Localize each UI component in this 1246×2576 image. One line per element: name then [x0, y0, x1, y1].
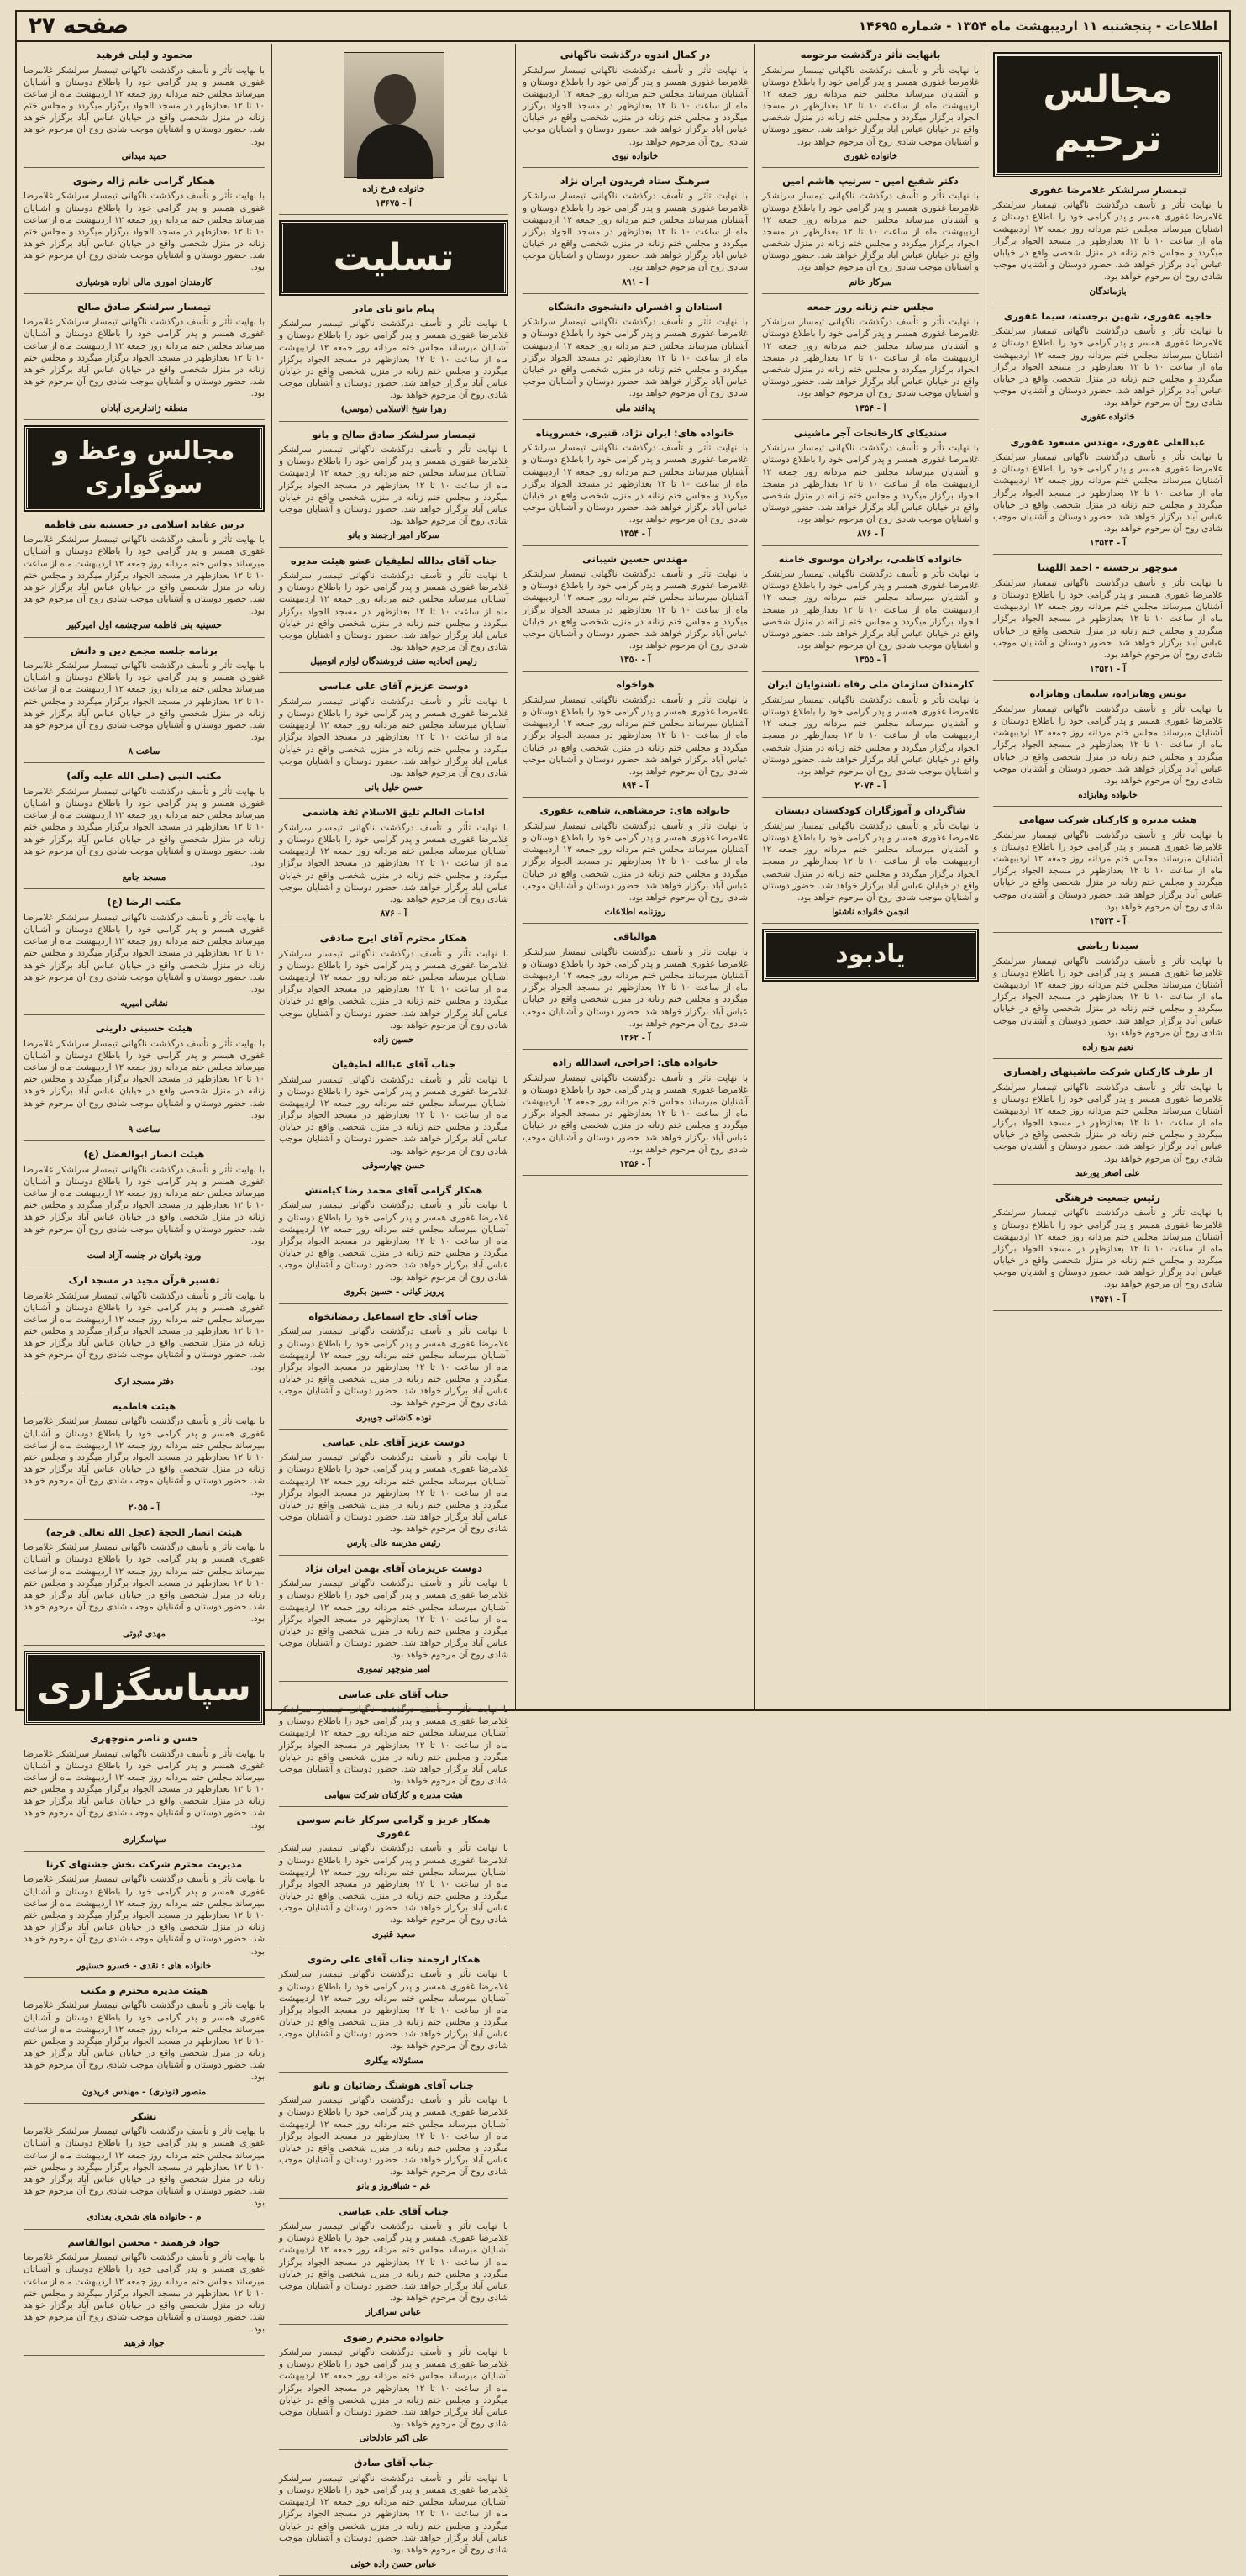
notice-signature: علی اکبر عادلخانی: [359, 2433, 428, 2444]
notice-title: جناب آقای عبالله لطیفیان: [331, 1058, 456, 1071]
notice: [993, 1192, 1222, 1311]
notice: [993, 940, 1222, 1059]
notice-body: با نهایت تأثر و تأسف درگذشت ناگهانی تیمسار سرلشکر غلامرضا غفوری همسر و پدر گرامی خود را باطلاع دوستان و آشنایان میرساند مجلس ختم مردانه روز جمعه ۱۲ اردیبهشت ماه از ساعت ۱۰ تا ۱۲ بعدازظهر در مسجد الجواد برگزار میگردد و مجلس ختم زنانه در منزل شخصی واقع در خیابان عباس آباد برگزار خواهد شد. حضور دوستان و آشنایان موجب شادی روح آن مرحوم خواهد بود.: [279, 2221, 508, 2304]
notice-signature: آ - ۱۳۵۲۳: [1090, 538, 1126, 549]
page-number: صفحه ۲۷: [29, 13, 129, 39]
notice-body: با نهایت تأثر و تأسف درگذشت ناگهانی تیمسار سرلشکر غلامرضا غفوری همسر و پدر گرامی خود را باطلاع دوستان و آشنایان میرساند مجلس ختم مردانه روز جمعه ۱۲ اردیبهشت ماه از ساعت ۱۰ تا ۱۲ بعدازظهر در مسجد الجواد برگزار میگردد و مجلس ختم زنانه در منزل شخصی واقع در خیابان عباس آباد برگزار خواهد شد. حضور دوستان و آشنایان موجب شادی روح آن مرحوم خواهد بود.: [523, 820, 748, 903]
notice-title: در کمال اندوه درگذشت ناگهانی: [560, 49, 711, 61]
notice-title: برنامه جلسه مجمع دین و دانش: [71, 644, 218, 656]
notice: [762, 427, 979, 546]
notice: [993, 561, 1222, 681]
notice-title: درس عقاید اسلامی در حسینیه بنی فاطمه: [44, 518, 244, 530]
notice-signature: آ - ۱۳۵۲۳: [1090, 915, 1126, 926]
notice-signature: حسینیه بنی فاطمه سرچشمه اول امیرکبیر: [66, 620, 222, 631]
notice-signature: روزنامه اطلاعات: [604, 907, 666, 918]
notice-body: با نهایت تأثر و تأسف درگذشت ناگهانی تیمسار سرلشکر غلامرضا غفوری همسر و پدر گرامی خود را باطلاع دوستان و آشنایان میرساند مجلس ختم مردانه روز جمعه ۱۲ اردیبهشت ماه از ساعت ۱۰ تا ۱۲ بعدازظهر در مسجد الجواد برگزار میگردد و مجلس ختم زنانه در منزل شخصی واقع در خیابان عباس آباد برگزار خواهد شد. حضور دوستان و آشنایان موجب شادی روح آن مرحوم خواهد بود.: [279, 571, 508, 653]
notice-signature: آ - ۱۳۵۶: [619, 1158, 651, 1169]
notice-signature: نعیم بدیع زاده: [1082, 1041, 1133, 1052]
notice-title: مکتب الرضا (ع): [107, 896, 181, 909]
notice-body: با نهایت تأثر و تأسف درگذشت ناگهانی تیمسار سرلشکر غلامرضا غفوری همسر و پدر گرامی خود را باطلاع دوستان و آشنایان میرساند مجلس ختم مردانه روز جمعه ۱۲ اردیبهشت ماه از ساعت ۱۰ تا ۱۲ بعدازظهر در مسجد الجواد برگزار میگردد و مجلس ختم زنانه در منزل شخصی واقع در خیابان عباس آباد برگزار خواهد شد. حضور دوستان و آشنایان موجب شادی روح آن مرحوم خواهد بود.: [523, 317, 748, 399]
notice: [523, 804, 748, 924]
notice: [279, 1953, 508, 2073]
notice-body: با نهایت تأثر و تأسف درگذشت ناگهانی تیمسار سرلشکر غلامرضا غفوری همسر و پدر گرامی خود را باطلاع دوستان و آشنایان میرساند مجلس ختم مردانه روز جمعه ۱۲ اردیبهشت ماه از ساعت ۱۰ تا ۱۲ بعدازظهر در مسجد الجواد برگزار میگردد و مجلس ختم زنانه در منزل شخصی واقع در خیابان عباس آباد برگزار خواهد شد. حضور دوستان و آشنایان موجب شادی روح آن مرحوم خواهد بود.: [24, 661, 265, 743]
notice: [279, 1562, 508, 1682]
notice-title: استادان و افسران دانشجوی دانشگاه: [548, 300, 723, 313]
notice: [523, 427, 748, 546]
notice-signature: حسن خلیل بانی: [364, 782, 423, 793]
issue-line: اطلاعات - پنجشنبه ۱۱ اردیبهشت ماه ۱۳۵۴ - شماره ۱۴۶۹۵: [859, 18, 1217, 34]
notice-body: با نهایت تأثر و تأسف درگذشت ناگهانی تیمسار سرلشکر غلامرضا غفوری همسر و پدر گرامی خود را باطلاع دوستان و آشنایان میرساند مجلس ختم مردانه روز جمعه ۱۲ اردیبهشت ماه از ساعت ۱۰ تا ۱۲ بعدازظهر در مسجد الجواد برگزار میگردد و مجلس ختم زنانه در منزل شخصی واقع در خیابان عباس آباد برگزار خواهد شد. حضور دوستان و آشنایان موجب شادی روح آن مرحوم خواهد بود.: [762, 65, 979, 147]
notice: [523, 301, 748, 420]
notice-title: جناب آقای صادق: [354, 2457, 434, 2469]
notice-body: با نهایت تأثر و تأسف درگذشت ناگهانی تیمسار سرلشکر غلامرضا غفوری همسر و پدر گرامی خود را باطلاع دوستان و آشنایان میرساند مجلس ختم مردانه روز جمعه ۱۲ اردیبهشت ماه از ساعت ۱۰ تا ۱۲ بعدازظهر در مسجد الجواد برگزار میگردد و مجلس ختم زنانه در منزل شخصی واقع در خیابان عباس آباد برگزار خواهد شد. حضور دوستان و آشنایان موجب شادی روح آن مرحوم خواهد بود.: [279, 319, 508, 401]
notice-title: تیمسار سرلشکر غلامرضا غفوری: [1029, 183, 1186, 196]
notice-body: با نهایت تأثر و تأسف درگذشت ناگهانی تیمسار سرلشکر غلامرضا غفوری همسر و پدر گرامی خود را باطلاع دوستان و آشنایان میرساند مجلس ختم مردانه روز جمعه ۱۲ اردیبهشت ماه از ساعت ۱۰ تا ۱۲ بعدازظهر در مسجد الجواد برگزار میگردد و مجلس ختم زنانه در منزل شخصی واقع در خیابان عباس آباد برگزار خواهد شد. حضور دوستان و آشنایان موجب شادی روح آن مرحوم خواهد بود.: [279, 2473, 508, 2555]
notice: [24, 770, 265, 889]
notice-signature: جواد فرهید: [124, 2338, 165, 2349]
portrait-photo: [344, 52, 444, 178]
notice-body: با نهایت تأثر و تأسف درگذشت ناگهانی تیمسار سرلشکر غلامرضا غفوری همسر و پدر گرامی خود را باطلاع دوستان و آشنایان میرساند مجلس ختم مردانه روز جمعه ۱۲ اردیبهشت ماه از ساعت ۱۰ تا ۱۲ بعدازظهر در مسجد الجواد برگزار میگردد و مجلس ختم زنانه در منزل شخصی واقع در خیابان عباس آباد برگزار خواهد شد. حضور دوستان و آشنایان موجب شادی روح آن مرحوم خواهد بود.: [24, 912, 265, 994]
notice-title: همکار ارجمند جناب آقای علی رضوی: [307, 1952, 481, 1965]
notice-body: با نهایت تأثر و تأسف درگذشت ناگهانی تیمسار سرلشکر غلامرضا غفوری همسر و پدر گرامی خود را باطلاع دوستان و آشنایان میرساند مجلس ختم مردانه روز جمعه ۱۲ اردیبهشت ماه از ساعت ۱۰ تا ۱۲ بعدازظهر در مسجد الجواد برگزار میگردد و مجلس ختم زنانه در منزل شخصی واقع در خیابان عباس آباد برگزار خواهد شد. حضور دوستان و آشنایان موجب شادی روح آن مرحوم خواهد بود.: [279, 1969, 508, 2052]
notice: [993, 687, 1222, 807]
notice-title: جناب آقای بدالله لطیفیان عضو هیئت مدیره: [290, 554, 497, 566]
notice: [279, 806, 508, 925]
banner-sepasgozari: سپاسگزاری: [25, 1652, 263, 1724]
notice-body: با نهایت تأثر و تأسف درگذشت ناگهانی تیمسار سرلشکر غلامرضا غفوری همسر و پدر گرامی خود را باطلاع دوستان و آشنایان میرساند مجلس ختم مردانه روز جمعه ۱۲ اردیبهشت ماه از ساعت ۱۰ تا ۱۲ بعدازظهر در مسجد الجواد برگزار میگردد و مجلس ختم زنانه در منزل شخصی واقع در خیابان عباس آباد برگزار خواهد شد. حضور دوستان و آشنایان موجب شادی روح آن مرحوم خواهد بود.: [762, 443, 979, 525]
notice-title: جناب آقای هوشنگ رضائیان و بانو: [313, 2078, 474, 2091]
notice: [762, 553, 979, 672]
notice-title: محمود و لیلی فرهید: [96, 49, 192, 61]
notice-body: با نهایت تأثر و تأسف درگذشت ناگهانی تیمسار سرلشکر غلامرضا غفوری همسر و پدر گرامی خود را باطلاع دوستان و آشنایان میرساند مجلس ختم مردانه روز جمعه ۱۲ اردیبهشت ماه از ساعت ۱۰ تا ۱۲ بعدازظهر در مسجد الجواد برگزار میگردد و مجلس ختم زنانه در منزل شخصی واقع در خیابان عباس آباد برگزار خواهد شد. حضور دوستان و آشنایان موجب شادی روح آن مرحوم خواهد بود.: [279, 1074, 508, 1156]
notice-body: با نهایت تأثر و تأسف درگذشت ناگهانی تیمسار سرلشکر غلامرضا غفوری همسر و پدر گرامی خود را باطلاع دوستان و آشنایان میرساند مجلس ختم مردانه روز جمعه ۱۲ اردیبهشت ماه از ساعت ۱۰ تا ۱۲ بعدازظهر در مسجد الجواد برگزار میگردد و مجلس ختم زنانه در منزل شخصی واقع در خیابان عباس آباد برگزار خواهد شد. حضور دوستان و آشنایان موجب شادی روح آن مرحوم خواهد بود.: [993, 326, 1222, 408]
notice-body: با نهایت تأثر و تأسف درگذشت ناگهانی تیمسار سرلشکر غلامرضا غفوری همسر و پدر گرامی خود را باطلاع دوستان و آشنایان میرساند مجلس ختم مردانه روز جمعه ۱۲ اردیبهشت ماه از ساعت ۱۰ تا ۱۲ بعدازظهر در مسجد الجواد برگزار میگردد و مجلس ختم زنانه در منزل شخصی واقع در خیابان عباس آباد برگزار خواهد شد. حضور دوستان و آشنایان موجب شادی روح آن مرحوم خواهد بود.: [24, 65, 265, 147]
notice-signature: خانواده غفوری: [1080, 412, 1135, 423]
notice-signature: منصور (نوذری) - مهندس فریدون: [81, 2086, 207, 2097]
notice-title: دوست عزیزمان آقای بهمن ایران نژاد: [304, 1562, 483, 1574]
notice-signature: نشانی امیریه: [120, 998, 168, 1009]
col5-notices-c: [24, 1732, 265, 2355]
notice-body: با نهایت تأثر و تأسف درگذشت ناگهانی تیمسار سرلشکر غلامرضا غفوری همسر و پدر گرامی خود را باطلاع دوستان و آشنایان میرساند مجلس ختم مردانه روز جمعه ۱۲ اردیبهشت ماه از ساعت ۱۰ تا ۱۲ بعدازظهر در مسجد الجواد برگزار میگردد و مجلس ختم زنانه در منزل شخصی واقع در خیابان عباس آباد برگزار خواهد شد. حضور دوستان و آشنایان موجب شادی روح آن مرحوم خواهد بود.: [24, 535, 265, 617]
col4-notices: [279, 303, 508, 2576]
notice-body: با نهایت تأثر و تأسف درگذشت ناگهانی تیمسار سرلشکر غلامرضا غفوری همسر و پدر گرامی خود را باطلاع دوستان و آشنایان میرساند مجلس ختم مردانه روز جمعه ۱۲ اردیبهشت ماه از ساعت ۱۰ تا ۱۲ بعدازظهر در مسجد الجواد برگزار میگردد و مجلس ختم زنانه در منزل شخصی واقع در خیابان عباس آباد برگزار خواهد شد. حضور دوستان و آشنایان موجب شادی روح آن مرحوم خواهد بود.: [24, 786, 265, 868]
notice-title: جناب آقای حاج اسماعیل رمضانخواه: [308, 1309, 479, 1322]
column-5: [17, 44, 271, 2349]
notice-signature: عباس حسن زاده خوئی: [350, 2559, 437, 2570]
notice-title: رئیس جمعیت فرهنگی: [1055, 1191, 1160, 1204]
notice: [24, 1022, 265, 1141]
notice-title: سرهنگ ستاد فریدون ایران نژاد: [560, 174, 711, 187]
notice-body: با نهایت تأثر و تأسف درگذشت ناگهانی تیمسار سرلشکر غلامرضا غفوری همسر و پدر گرامی خود را باطلاع دوستان و آشنایان میرساند مجلس ختم مردانه روز جمعه ۱۲ اردیبهشت ماه از ساعت ۱۰ تا ۱۲ بعدازظهر در مسجد الجواد برگزار میگردد و مجلس ختم زنانه در منزل شخصی واقع در خیابان عباس آباد برگزار خواهد شد. حضور دوستان و آشنایان موجب شادی روح آن مرحوم خواهد بود.: [523, 1072, 748, 1155]
notice-signature: مسئولانه بیگلری: [363, 2055, 424, 2066]
notice: [24, 1732, 265, 1852]
notice-title: خانواده محترم رضوی: [343, 2331, 444, 2343]
notice-signature: زهرا شیخ الاسلامی (موسی): [340, 404, 447, 415]
notice-title: سندیکای کارخانجات آجر ماشینی: [793, 426, 948, 439]
notice: [24, 1858, 265, 1978]
notice: [279, 303, 508, 422]
notice-title: خانواده های: ایران نژاد، قنبری، خسروپناه: [535, 426, 735, 439]
col2-notices: [762, 49, 979, 924]
notice: [523, 175, 748, 294]
notice-body: با نهایت تأثر و تأسف درگذشت ناگهانی تیمسار سرلشکر غلامرضا غفوری همسر و پدر گرامی خود را باطلاع دوستان و آشنایان میرساند مجلس ختم مردانه روز جمعه ۱۲ اردیبهشت ماه از ساعت ۱۰ تا ۱۲ بعدازظهر در مسجد الجواد برگزار میگردد و مجلس ختم زنانه در منزل شخصی واقع در خیابان عباس آباد برگزار خواهد شد. حضور دوستان و آشنایان موجب شادی روح آن مرحوم خواهد بود.: [24, 1164, 265, 1246]
notice-title: تیمسار سرلشکر صادق صالح: [76, 300, 212, 313]
portrait-body: [357, 124, 433, 179]
notice-body: با نهایت تأثر و تأسف درگذشت ناگهانی تیمسار سرلشکر غلامرضا غفوری همسر و پدر گرامی خود را باطلاع دوستان و آشنایان میرساند مجلس ختم مردانه روز جمعه ۱۲ اردیبهشت ماه از ساعت ۱۰ تا ۱۲ بعدازظهر در مسجد الجواد برگزار میگردد و مجلس ختم زنانه در منزل شخصی واقع در خیابان عباس آباد برگزار خواهد شد. حضور دوستان و آشنایان موجب شادی روح آن مرحوم خواهد بود.: [993, 200, 1222, 282]
notice-title: یونس وهابزاده، سلیمان وهابزاده: [1029, 687, 1186, 700]
notice-title: تشکر: [131, 2110, 157, 2122]
notice-signature: دفتر مسجد ارک: [114, 1376, 174, 1387]
notice-title: همکار محترم آقای ایرج صادقی: [319, 932, 468, 945]
col5-notices-b: [24, 519, 265, 1646]
notice-title: شاگردان و آموزگاران کودکستان دبستان: [775, 804, 966, 817]
notice-title: خانواده های: خرمشاهی، شاهی، غفوری: [539, 804, 731, 817]
notice-title: خانواده کاظمی، برادران موسوی خامنه: [778, 552, 963, 565]
notice: [993, 310, 1222, 429]
notice-signature: کارمندان اموری مالی اداره هوشیاری: [76, 277, 213, 287]
notice-title: منوچهر برجسته - احمد اللهنیا: [1038, 561, 1178, 574]
portrait-code: آ - ۱۳۶۷۵: [376, 198, 412, 209]
notice-signature: م - خانواده های شجری بغدادی: [87, 2212, 202, 2223]
notice: [279, 932, 508, 1051]
notice-body: با نهایت تأثر و تأسف درگذشت ناگهانی تیمسار سرلشکر غلامرضا غفوری همسر و پدر گرامی خود را باطلاع دوستان و آشنایان میرساند مجلس ختم مردانه روز جمعه ۱۲ اردیبهشت ماه از ساعت ۱۰ تا ۱۲ بعدازظهر در مسجد الجواد برگزار میگردد و مجلس ختم زنانه در منزل شخصی واقع در خیابان عباس آباد برگزار خواهد شد. حضور دوستان و آشنایان موجب شادی روح آن مرحوم خواهد بود.: [523, 694, 748, 777]
notice-body: با نهایت تأثر و تأسف درگذشت ناگهانی تیمسار سرلشکر غلامرضا غفوری همسر و پدر گرامی خود را باطلاع دوستان و آشنایان میرساند مجلس ختم مردانه روز جمعه ۱۲ اردیبهشت ماه از ساعت ۱۰ تا ۱۲ بعدازظهر در مسجد الجواد برگزار میگردد و مجلس ختم زنانه در منزل شخصی واقع در خیابان عباس آباد برگزار خواهد شد. حضور دوستان و آشنایان موجب شادی روح آن مرحوم خواهد بود.: [762, 694, 979, 777]
notice-title: دوست عزیزم آقای علی عباسی: [318, 680, 469, 693]
notice-signature: حسن چهارسوقی: [361, 1160, 426, 1171]
column-1: [986, 44, 1229, 1711]
notice-title: تفسیر قرآن مجید در مسجد ارک: [68, 1274, 220, 1287]
notice: [24, 896, 265, 1015]
notice: [762, 175, 979, 294]
notice-body: با نهایت تأثر و تأسف درگذشت ناگهانی تیمسار سرلشکر غلامرضا غفوری همسر و پدر گرامی خود را باطلاع دوستان و آشنایان میرساند مجلس ختم مردانه روز جمعه ۱۲ اردیبهشت ماه از ساعت ۱۰ تا ۱۲ بعدازظهر در مسجد الجواد برگزار میگردد و مجلس ختم زنانه در منزل شخصی واقع در خیابان عباس آباد برگزار خواهد شد. حضور دوستان و آشنایان موجب شادی روح آن مرحوم خواهد بود.: [24, 1874, 265, 1957]
notice: [993, 436, 1222, 556]
notice-title: از طرف کارکنان شرکت ماشینهای راهسازی: [1003, 1066, 1212, 1078]
notice-title: همکار گرامی خانم ژاله رضوی: [72, 174, 216, 187]
notice-body: با نهایت تأثر و تأسف درگذشت ناگهانی تیمسار سرلشکر غلامرضا غفوری همسر و پدر گرامی خود را باطلاع دوستان و آشنایان میرساند مجلس ختم مردانه روز جمعه ۱۲ اردیبهشت ماه از ساعت ۱۰ تا ۱۲ بعدازظهر در مسجد الجواد برگزار میگردد و مجلس ختم زنانه در منزل شخصی واقع در خیابان عباس آباد برگزار خواهد شد. حضور دوستان و آشنایان موجب شادی روح آن مرحوم خواهد بود.: [24, 1290, 265, 1372]
notice-body: با نهایت تأثر و تأسف درگذشت ناگهانی تیمسار سرلشکر غلامرضا غفوری همسر و پدر گرامی خود را باطلاع دوستان و آشنایان میرساند مجلس ختم مردانه روز جمعه ۱۲ اردیبهشت ماه از ساعت ۱۰ تا ۱۲ بعدازظهر در مسجد الجواد برگزار میگردد و مجلس ختم زنانه در منزل شخصی واقع در خیابان عباس آباد برگزار خواهد شد. حضور دوستان و آشنایان موجب شادی روح آن مرحوم خواهد بود.: [523, 191, 748, 273]
notice: [279, 1058, 508, 1177]
notice-body: با نهایت تأثر و تأسف درگذشت ناگهانی تیمسار سرلشکر غلامرضا غفوری همسر و پدر گرامی خود را باطلاع دوستان و آشنایان میرساند مجلس ختم مردانه روز جمعه ۱۲ اردیبهشت ماه از ساعت ۱۰ تا ۱۲ بعدازظهر در مسجد الجواد برگزار میگردد و مجلس ختم زنانه در منزل شخصی واقع در خیابان عباس آباد برگزار خواهد شد. حضور دوستان و آشنایان موجب شادی روح آن مرحوم خواهد بود.: [993, 1208, 1222, 1290]
notice-body: با نهایت تأثر و تأسف درگذشت ناگهانی تیمسار سرلشکر غلامرضا غفوری همسر و پدر گرامی خود را باطلاع دوستان و آشنایان میرساند مجلس ختم مردانه روز جمعه ۱۲ اردیبهشت ماه از ساعت ۱۰ تا ۱۲ بعدازظهر در مسجد الجواد برگزار میگردد و مجلس ختم زنانه در منزل شخصی واقع در خیابان عباس آباد برگزار خواهد شد. حضور دوستان و آشنایان موجب شادی روح آن مرحوم خواهد بود.: [24, 191, 265, 273]
notice-title: هواخواه: [616, 678, 655, 691]
notice-signature: بازماندگان: [1089, 286, 1127, 297]
notice-title: تیمسار سرلشکر صادق صالح و بانو: [312, 428, 476, 440]
notice-signature: آ - ۲۰۵۵: [128, 1502, 160, 1513]
notice-signature: پدافند ملی: [615, 403, 655, 414]
notice-title: هیئت مدیره محترم و مکتب: [80, 1983, 208, 1996]
notice-body: با نهایت تأثر و تأسف درگذشت ناگهانی تیمسار سرلشکر غلامرضا غفوری همسر و پدر گرامی خود را باطلاع دوستان و آشنایان میرساند مجلس ختم مردانه روز جمعه ۱۲ اردیبهشت ماه از ساعت ۱۰ تا ۱۲ بعدازظهر در مسجد الجواد برگزار میگردد و مجلس ختم زنانه در منزل شخصی واقع در خیابان عباس آباد برگزار خواهد شد. حضور دوستان و آشنایان موجب شادی روح آن مرحوم خواهد بود.: [279, 2095, 508, 2178]
notice-title: دکتر شفیع امین - سرتیپ هاشم امین: [782, 174, 959, 187]
notice: [279, 1688, 508, 1808]
banner-majales-tarhim: مجالس ترحیم: [995, 54, 1221, 176]
notice: [279, 680, 508, 799]
notice-body: با نهایت تأثر و تأسف درگذشت ناگهانی تیمسار سرلشکر غلامرضا غفوری همسر و پدر گرامی خود را باطلاع دوستان و آشنایان میرساند مجلس ختم مردانه روز جمعه ۱۲ اردیبهشت ماه از ساعت ۱۰ تا ۱۲ بعدازظهر در مسجد الجواد برگزار میگردد و مجلس ختم زنانه در منزل شخصی واقع در خیابان عباس آباد برگزار خواهد شد. حضور دوستان و آشنایان موجب شادی روح آن مرحوم خواهد بود.: [993, 452, 1222, 535]
notice-signature: آ - ۱۳۵۰: [619, 655, 651, 666]
notice: [24, 645, 265, 764]
notice-signature: آ - ۱۳۵۲۱: [1090, 664, 1126, 675]
page-header: [17, 12, 1229, 42]
notice-title: کارمندان سازمان ملی رفاه ناشنوایان ایران: [767, 678, 974, 691]
notice-body: با نهایت تأثر و تأسف درگذشت ناگهانی تیمسار سرلشکر غلامرضا غفوری همسر و پدر گرامی خود را باطلاع دوستان و آشنایان میرساند مجلس ختم مردانه روز جمعه ۱۲ اردیبهشت ماه از ساعت ۱۰ تا ۱۲ بعدازظهر در مسجد الجواد برگزار میگردد و مجلس ختم زنانه در منزل شخصی واقع در خیابان عباس آباد برگزار خواهد شد. حضور دوستان و آشنایان موجب شادی روح آن مرحوم خواهد بود.: [993, 956, 1222, 1038]
notice-signature: آ - ۸۷۶: [380, 909, 407, 919]
notice-signature: خانواده های : نقدی - خسرو حسنپور: [76, 1960, 212, 1971]
notice: [279, 2079, 508, 2199]
notice-title: پیام بانو تای مادر: [352, 302, 435, 314]
notice: [523, 930, 748, 1050]
notice-body: با نهایت تأثر و تأسف درگذشت ناگهانی تیمسار سرلشکر غلامرضا غفوری همسر و پدر گرامی خود را باطلاع دوستان و آشنایان میرساند مجلس ختم مردانه روز جمعه ۱۲ اردیبهشت ماه از ساعت ۱۰ تا ۱۲ بعدازظهر در مسجد الجواد برگزار میگردد و مجلس ختم زنانه در منزل شخصی واقع در خیابان عباس آباد برگزار خواهد شد. حضور دوستان و آشنایان موجب شادی روح آن مرحوم خواهد بود.: [279, 1843, 508, 1925]
notice-body: با نهایت تأثر و تأسف درگذشت ناگهانی تیمسار سرلشکر غلامرضا غفوری همسر و پدر گرامی خود را باطلاع دوستان و آشنایان میرساند مجلس ختم مردانه روز جمعه ۱۲ اردیبهشت ماه از ساعت ۱۰ تا ۱۲ بعدازظهر در مسجد الجواد برگزار میگردد و مجلس ختم زنانه در منزل شخصی واقع در خیابان عباس آباد برگزار خواهد شد. حضور دوستان و آشنایان موجب شادی روح آن مرحوم خواهد بود.: [24, 317, 265, 399]
notice-signature: مسجد جامع: [122, 872, 166, 883]
col5-notices-a: [24, 49, 265, 420]
notice: [762, 804, 979, 924]
notice-body: با نهایت تأثر و تأسف درگذشت ناگهانی تیمسار سرلشکر غلامرضا غفوری همسر و پدر گرامی خود را باطلاع دوستان و آشنایان میرساند مجلس ختم مردانه روز جمعه ۱۲ اردیبهشت ماه از ساعت ۱۰ تا ۱۲ بعدازظهر در مسجد الجواد برگزار میگردد و مجلس ختم زنانه در منزل شخصی واقع در خیابان عباس آباد برگزار خواهد شد. حضور دوستان و آشنایان موجب شادی روح آن مرحوم خواهد بود.: [993, 703, 1222, 786]
notice-signature: سرکار امیر ارجمند و بانو: [348, 530, 439, 541]
portrait-caption: خانواده فرخ زاده: [362, 184, 425, 194]
notice-body: با نهایت تأثر و تأسف درگذشت ناگهانی تیمسار سرلشکر غلامرضا غفوری همسر و پدر گرامی خود را باطلاع دوستان و آشنایان میرساند مجلس ختم مردانه روز جمعه ۱۲ اردیبهشت ماه از ساعت ۱۰ تا ۱۲ بعدازظهر در مسجد الجواد برگزار میگردد و مجلس ختم زنانه در منزل شخصی واقع در خیابان عباس آباد برگزار خواهد شد. حضور دوستان و آشنایان موجب شادی روح آن مرحوم خواهد بود.: [762, 569, 979, 651]
notice-title: هیئت مدیره و کارکنان شرکت سهامی: [1018, 814, 1197, 826]
notice: [762, 301, 979, 420]
notice-title: هیئت انصار ابوالفضل (ع): [83, 1148, 205, 1161]
notice-body: با نهایت تأثر و تأسف درگذشت ناگهانی تیمسار سرلشکر غلامرضا غفوری همسر و پدر گرامی خود را باطلاع دوستان و آشنایان میرساند مجلس ختم مردانه روز جمعه ۱۲ اردیبهشت ماه از ساعت ۱۰ تا ۱۲ بعدازظهر در مسجد الجواد برگزار میگردد و مجلس ختم زنانه در منزل شخصی واقع در خیابان عباس آباد برگزار خواهد شد. حضور دوستان و آشنایان موجب شادی روح آن مرحوم خواهد بود.: [24, 1038, 265, 1120]
notice-body: با نهایت تأثر و تأسف درگذشت ناگهانی تیمسار سرلشکر غلامرضا غفوری همسر و پدر گرامی خود را باطلاع دوستان و آشنایان میرساند مجلس ختم مردانه روز جمعه ۱۲ اردیبهشت ماه از ساعت ۱۰ تا ۱۲ بعدازظهر در مسجد الجواد برگزار میگردد و مجلس ختم زنانه در منزل شخصی واقع در خیابان عباس آباد برگزار خواهد شد. حضور دوستان و آشنایان موجب شادی روح آن مرحوم خواهد بود.: [24, 1416, 265, 1499]
notice: [523, 678, 748, 798]
notice-body: با نهایت تأثر و تأسف درگذشت ناگهانی تیمسار سرلشکر غلامرضا غفوری همسر و پدر گرامی خود را باطلاع دوستان و آشنایان میرساند مجلس ختم مردانه روز جمعه ۱۲ اردیبهشت ماه از ساعت ۱۰ تا ۱۲ بعدازظهر در مسجد الجواد برگزار میگردد و مجلس ختم زنانه در منزل شخصی واقع در خیابان عباس آباد برگزار خواهد شد. حضور دوستان و آشنایان موجب شادی روح آن مرحوم خواهد بود.: [279, 1326, 508, 1409]
notice-title: جناب آقای علی عباسی: [338, 1688, 450, 1700]
notice-signature: پرویز کیانی - حسین بکروی: [343, 1286, 444, 1297]
notice: [279, 1814, 508, 1946]
notice-body: با نهایت تأثر و تأسف درگذشت ناگهانی تیمسار سرلشکر غلامرضا غفوری همسر و پدر گرامی خود را باطلاع دوستان و آشنایان میرساند مجلس ختم مردانه روز جمعه ۱۲ اردیبهشت ماه از ساعت ۱۰ تا ۱۲ بعدازظهر در مسجد الجواد برگزار میگردد و مجلس ختم زنانه در منزل شخصی واقع در خیابان عباس آباد برگزار خواهد شد. حضور دوستان و آشنایان موجب شادی روح آن مرحوم خواهد بود.: [762, 317, 979, 399]
notice: [279, 2331, 508, 2451]
portrait-head: [374, 74, 416, 124]
notice: [993, 1066, 1222, 1185]
notice-title: مدیریت محترم شرکت بخش جشنهای کرنا: [45, 1857, 243, 1870]
notice-body: با نهایت تأثر و تأسف درگذشت ناگهانی تیمسار سرلشکر غلامرضا غفوری همسر و پدر گرامی خود را باطلاع دوستان و آشنایان میرساند مجلس ختم مردانه روز جمعه ۱۲ اردیبهشت ماه از ساعت ۱۰ تا ۱۲ بعدازظهر در مسجد الجواد برگزار میگردد و مجلس ختم زنانه در منزل شخصی واقع در خیابان عباس آباد برگزار خواهد شد. حضور دوستان و آشنایان موجب شادی روح آن مرحوم خواهد بود.: [279, 1704, 508, 1787]
banner-majales-vaz: مجالس وعظ و سوگواری: [25, 427, 263, 510]
notice-signature: هیئت مدیره و کارکنان شرکت سهامی: [324, 1790, 463, 1801]
notice-body: با نهایت تأثر و تأسف درگذشت ناگهانی تیمسار سرلشکر غلامرضا غفوری همسر و پدر گرامی خود را باطلاع دوستان و آشنایان میرساند مجلس ختم مردانه روز جمعه ۱۲ اردیبهشت ماه از ساعت ۱۰ تا ۱۲ بعدازظهر در مسجد الجواد برگزار میگردد و مجلس ختم زنانه در منزل شخصی واقع در خیابان عباس آباد برگزار خواهد شد. حضور دوستان و آشنایان موجب شادی روح آن مرحوم خواهد بود.: [762, 191, 979, 273]
notice-body: با نهایت تأثر و تأسف درگذشت ناگهانی تیمسار سرلشکر غلامرضا غفوری همسر و پدر گرامی خود را باطلاع دوستان و آشنایان میرساند مجلس ختم مردانه روز جمعه ۱۲ اردیبهشت ماه از ساعت ۱۰ تا ۱۲ بعدازظهر در مسجد الجواد برگزار میگردد و مجلس ختم زنانه در منزل شخصی واقع در خیابان عباس آباد برگزار خواهد شد. حضور دوستان و آشنایان موجب شادی روح آن مرحوم خواهد بود.: [279, 1578, 508, 1661]
notice-signature: خانواده نبوی: [612, 150, 659, 161]
portrait-notice: [279, 183, 508, 215]
col1-notices: [993, 184, 1222, 1311]
notice-title: حاجیه غفوری، شهین برجسته، سیما غفوری: [1003, 309, 1212, 322]
notice-signature: خانواده وهابزاده: [1078, 790, 1138, 801]
notice: [24, 1274, 265, 1393]
notice-body: با نهایت تأثر و تأسف درگذشت ناگهانی تیمسار سرلشکر غلامرضا غفوری همسر و پدر گرامی خود را باطلاع دوستان و آشنایان میرساند مجلس ختم مردانه روز جمعه ۱۲ اردیبهشت ماه از ساعت ۱۰ تا ۱۲ بعدازظهر در مسجد الجواد برگزار میگردد و مجلس ختم زنانه در منزل شخصی واقع در خیابان عباس آباد برگزار خواهد شد. حضور دوستان و آشنایان موجب شادی روح آن مرحوم خواهد بود.: [279, 822, 508, 904]
notice-body: با نهایت تأثر و تأسف درگذشت ناگهانی تیمسار سرلشکر غلامرضا غفوری همسر و پدر گرامی خود را باطلاع دوستان و آشنایان میرساند مجلس ختم مردانه روز جمعه ۱۲ اردیبهشت ماه از ساعت ۱۰ تا ۱۲ بعدازظهر در مسجد الجواد برگزار میگردد و مجلس ختم زنانه در منزل شخصی واقع در خیابان عباس آباد برگزار خواهد شد. حضور دوستان و آشنایان موجب شادی روح آن مرحوم خواهد بود.: [24, 2252, 265, 2335]
notice-signature: رئیس اتحادیه صنف فروشندگان لوازم اتومبیل: [310, 656, 477, 667]
columns: [17, 44, 1229, 2570]
notice: [523, 1056, 748, 1176]
notice-title: همکار گرامی آقای محمد رضا کیامنش: [304, 1183, 483, 1196]
banner-taslit: تسلیت: [281, 222, 507, 293]
notice: [762, 49, 979, 168]
notice-signature: آ - ۱۳۵۵: [854, 655, 886, 666]
notice-body: با نهایت تأثر و تأسف درگذشت ناگهانی تیمسار سرلشکر غلامرضا غفوری همسر و پدر گرامی خود را باطلاع دوستان و آشنایان میرساند مجلس ختم مردانه روز جمعه ۱۲ اردیبهشت ماه از ساعت ۱۰ تا ۱۲ بعدازظهر در مسجد الجواد برگزار میگردد و مجلس ختم زنانه در منزل شخصی واقع در خیابان عباس آباد برگزار خواهد شد. حضور دوستان و آشنایان موجب شادی روح آن مرحوم خواهد بود.: [24, 1542, 265, 1625]
notice-title: مهندس حسین شیبانی: [582, 552, 688, 565]
notice-signature: خانواده غفوری: [843, 150, 898, 161]
notice-signature: غم - شبافروز و بانو: [356, 2181, 431, 2192]
notice-signature: حمید میدانی: [121, 150, 167, 161]
notice-signature: ورود بانوان در جلسه آزاد است: [87, 1250, 202, 1261]
notice: [279, 555, 508, 674]
notice-signature: آ - ۱۳۵۴: [619, 529, 651, 540]
notice: [24, 301, 265, 420]
notice: [24, 1526, 265, 1646]
notice-body: با نهایت تأثر و تأسف درگذشت ناگهانی تیمسار سرلشکر غلامرضا غفوری همسر و پدر گرامی خود را باطلاع دوستان و آشنایان میرساند مجلس ختم مردانه روز جمعه ۱۲ اردیبهشت ماه از ساعت ۱۰ تا ۱۲ بعدازظهر در مسجد الجواد برگزار میگردد و مجلس ختم زنانه در منزل شخصی واقع در خیابان عباس آباد برگزار خواهد شد. حضور دوستان و آشنایان موجب شادی روح آن مرحوم خواهد بود.: [24, 2126, 265, 2209]
notice-signature: مهدی ثبوتی: [122, 1628, 166, 1639]
notice-signature: آ - ۸۹۴: [622, 781, 649, 792]
notice-signature: امیر منوچهر تیموری: [356, 1664, 431, 1675]
notice-signature: آ - ۸۹۱: [622, 277, 649, 287]
notice: [24, 2110, 265, 2230]
notice-title: جناب آقای علی عباسی: [338, 2205, 450, 2217]
notice: [24, 2236, 265, 2356]
notice: [279, 1184, 508, 1304]
notice-title: همکار عزیز و گرامی سرکار خانم سوسن غفوری: [297, 1814, 491, 1839]
notice: [523, 49, 748, 168]
notice: [24, 1984, 265, 2104]
notice-title: هوالباقی: [613, 930, 657, 943]
notice: [762, 678, 979, 798]
notice-body: با نهایت تأثر و تأسف درگذشت ناگهانی تیمسار سرلشکر غلامرضا غفوری همسر و پدر گرامی خود را باطلاع دوستان و آشنایان میرساند مجلس ختم مردانه روز جمعه ۱۲ اردیبهشت ماه از ساعت ۱۰ تا ۱۲ بعدازظهر در مسجد الجواد برگزار میگردد و مجلس ختم زنانه در منزل شخصی واقع در خیابان عباس آباد برگزار خواهد شد. حضور دوستان و آشنایان موجب شادی روح آن مرحوم خواهد بود.: [523, 443, 748, 525]
notice-signature: آ - ۲۰۷۴: [854, 781, 886, 792]
notice-signature: منطقه ژاندارمری آبادان: [100, 403, 188, 414]
notice: [279, 1310, 508, 1430]
notice-title: ادامات العالم تلیق الاسلام ثقة هاشمی: [302, 806, 485, 819]
notice-title: هیئت انصار الحجة (عجل الله تعالی فرجه): [45, 1525, 243, 1538]
notice: [24, 175, 265, 294]
notice-signature: نوده کاشانی جویبری: [355, 1412, 432, 1423]
column-2: [754, 44, 986, 1711]
notice-signature: رئیس مدرسه عالی پارس: [346, 1538, 441, 1549]
notice-signature: ساعت ۹: [128, 1124, 160, 1135]
notice-body: با نهایت تأثر و تأسف درگذشت ناگهانی تیمسار سرلشکر غلامرضا غفوری همسر و پدر گرامی خود را باطلاع دوستان و آشنایان میرساند مجلس ختم مردانه روز جمعه ۱۲ اردیبهشت ماه از ساعت ۱۰ تا ۱۲ بعدازظهر در مسجد الجواد برگزار میگردد و مجلس ختم زنانه در منزل شخصی واقع در خیابان عباس آباد برگزار خواهد شد. حضور دوستان و آشنایان موجب شادی روح آن مرحوم خواهد بود.: [279, 1452, 508, 1535]
banner-yadbud: یادبود: [764, 930, 977, 980]
notice-signature: حسین زاده: [373, 1034, 414, 1045]
notice-title: هیئت فاطمیه: [112, 1399, 176, 1412]
notice-signature: انجمن خانواده ناشنوا: [832, 907, 909, 918]
notice-body: با نهایت تأثر و تأسف درگذشت ناگهانی تیمسار سرلشکر غلامرضا غفوری همسر و پدر گرامی خود را باطلاع دوستان و آشنایان میرساند مجلس ختم مردانه روز جمعه ۱۲ اردیبهشت ماه از ساعت ۱۰ تا ۱۲ بعدازظهر در مسجد الجواد برگزار میگردد و مجلس ختم زنانه در منزل شخصی واقع در خیابان عباس آباد برگزار خواهد شد. حضور دوستان و آشنایان موجب شادی روح آن مرحوم خواهد بود.: [279, 948, 508, 1030]
notice: [24, 1148, 265, 1267]
newspaper-page: [15, 10, 1231, 2570]
notice-body: با نهایت تأثر و تأسف درگذشت ناگهانی تیمسار سرلشکر غلامرضا غفوری همسر و پدر گرامی خود را باطلاع دوستان و آشنایان میرساند مجلس ختم مردانه روز جمعه ۱۲ اردیبهشت ماه از ساعت ۱۰ تا ۱۲ بعدازظهر در مسجد الجواد برگزار میگردد و مجلس ختم زنانه در منزل شخصی واقع در خیابان عباس آباد برگزار خواهد شد. حضور دوستان و آشنایان موجب شادی روح آن مرحوم خواهد بود.: [523, 65, 748, 147]
notice-title: مکتب النبی (صلی الله علیه وآله): [66, 770, 222, 782]
notice-title: جواد فرهمند - محسن ابوالقاسم: [67, 2236, 221, 2248]
notice: [993, 814, 1222, 933]
notice-title: مجلس ختم زنانه روز جمعه: [807, 300, 934, 313]
notice-title: دوست عزیز آقای علی عباسی: [322, 1436, 465, 1448]
notice-signature: عباس سرافراز: [365, 2307, 422, 2318]
notice-title: بانهایت تأثر درگذشت مرحومه: [800, 49, 941, 61]
notice-body: با نهایت تأثر و تأسف درگذشت ناگهانی تیمسار سرلشکر غلامرضا غفوری همسر و پدر گرامی خود را باطلاع دوستان و آشنایان میرساند مجلس ختم مردانه روز جمعه ۱۲ اردیبهشت ماه از ساعت ۱۰ تا ۱۲ بعدازظهر در مسجد الجواد برگزار میگردد و مجلس ختم زنانه در منزل شخصی واقع در خیابان عباس آباد برگزار خواهد شد. حضور دوستان و آشنایان موجب شادی روح آن مرحوم خواهد بود.: [24, 1748, 265, 1831]
notice-body: با نهایت تأثر و تأسف درگذشت ناگهانی تیمسار سرلشکر غلامرضا غفوری همسر و پدر گرامی خود را باطلاع دوستان و آشنایان میرساند مجلس ختم مردانه روز جمعه ۱۲ اردیبهشت ماه از ساعت ۱۰ تا ۱۲ بعدازظهر در مسجد الجواد برگزار میگردد و مجلس ختم زنانه در منزل شخصی واقع در خیابان عباس آباد برگزار خواهد شد. حضور دوستان و آشنایان موجب شادی روح آن مرحوم خواهد بود.: [279, 445, 508, 527]
notice: [279, 2457, 508, 2576]
notice-body: با نهایت تأثر و تأسف درگذشت ناگهانی تیمسار سرلشکر غلامرضا غفوری همسر و پدر گرامی خود را باطلاع دوستان و آشنایان میرساند مجلس ختم مردانه روز جمعه ۱۲ اردیبهشت ماه از ساعت ۱۰ تا ۱۲ بعدازظهر در مسجد الجواد برگزار میگردد و مجلس ختم زنانه در منزل شخصی واقع در خیابان عباس آباد برگزار خواهد شد. حضور دوستان و آشنایان موجب شادی روح آن مرحوم خواهد بود.: [523, 569, 748, 651]
notice-title: عبدالعلی غفوری، مهندس مسعود غفوری: [1010, 435, 1206, 448]
notice-body: با نهایت تأثر و تأسف درگذشت ناگهانی تیمسار سرلشکر غلامرضا غفوری همسر و پدر گرامی خود را باطلاع دوستان و آشنایان میرساند مجلس ختم مردانه روز جمعه ۱۲ اردیبهشت ماه از ساعت ۱۰ تا ۱۲ بعدازظهر در مسجد الجواد برگزار میگردد و مجلس ختم زنانه در منزل شخصی واقع در خیابان عباس آباد برگزار خواهد شد. حضور دوستان و آشنایان موجب شادی روح آن مرحوم خواهد بود.: [279, 696, 508, 778]
notice-signature: سپاسگزاری: [122, 1834, 166, 1845]
column-4: [271, 44, 515, 2570]
notice-title: خانواده های: اخراجی، اسدالله زاده: [552, 1056, 718, 1069]
notice: [279, 2205, 508, 2325]
notice-body: با نهایت تأثر و تأسف درگذشت ناگهانی تیمسار سرلشکر غلامرضا غفوری همسر و پدر گرامی خود را باطلاع دوستان و آشنایان میرساند مجلس ختم مردانه روز جمعه ۱۲ اردیبهشت ماه از ساعت ۱۰ تا ۱۲ بعدازظهر در مسجد الجواد برگزار میگردد و مجلس ختم زنانه در منزل شخصی واقع در خیابان عباس آباد برگزار خواهد شد. حضور دوستان و آشنایان موجب شادی روح آن مرحوم خواهد بود.: [993, 1082, 1222, 1164]
notice: [279, 1436, 508, 1556]
notice-body: با نهایت تأثر و تأسف درگذشت ناگهانی تیمسار سرلشکر غلامرضا غفوری همسر و پدر گرامی خود را باطلاع دوستان و آشنایان میرساند مجلس ختم مردانه روز جمعه ۱۲ اردیبهشت ماه از ساعت ۱۰ تا ۱۲ بعدازظهر در مسجد الجواد برگزار میگردد و مجلس ختم زنانه در منزل شخصی واقع در خیابان عباس آباد برگزار خواهد شد. حضور دوستان و آشنایان موجب شادی روح آن مرحوم خواهد بود.: [523, 946, 748, 1029]
notice: [993, 184, 1222, 303]
notice: [24, 1400, 265, 1520]
notice: [24, 49, 265, 168]
notice-body: با نهایت تأثر و تأسف درگذشت ناگهانی تیمسار سرلشکر غلامرضا غفوری همسر و پدر گرامی خود را باطلاع دوستان و آشنایان میرساند مجلس ختم مردانه روز جمعه ۱۲ اردیبهشت ماه از ساعت ۱۰ تا ۱۲ بعدازظهر در مسجد الجواد برگزار میگردد و مجلس ختم زنانه در منزل شخصی واقع در خیابان عباس آباد برگزار خواهد شد. حضور دوستان و آشنایان موجب شادی روح آن مرحوم خواهد بود.: [24, 2000, 265, 2083]
notice-signature: ساعت ۸: [128, 746, 160, 757]
notice-body: با نهایت تأثر و تأسف درگذشت ناگهانی تیمسار سرلشکر غلامرضا غفوری همسر و پدر گرامی خود را باطلاع دوستان و آشنایان میرساند مجلس ختم مردانه روز جمعه ۱۲ اردیبهشت ماه از ساعت ۱۰ تا ۱۲ بعدازظهر در مسجد الجواد برگزار میگردد و مجلس ختم زنانه در منزل شخصی واقع در خیابان عباس آباد برگزار خواهد شد. حضور دوستان و آشنایان موجب شادی روح آن مرحوم خواهد بود.: [993, 577, 1222, 660]
notice-signature: آ - ۱۳۵۴۱: [1090, 1293, 1126, 1304]
notice-signature: آ - ۱۳۶۲: [619, 1032, 651, 1043]
notice-title: سیدنا ریاضی: [1076, 940, 1139, 952]
col3-notices: [523, 49, 748, 1176]
notice-body: با نهایت تأثر و تأسف درگذشت ناگهانی تیمسار سرلشکر غلامرضا غفوری همسر و پدر گرامی خود را باطلاع دوستان و آشنایان میرساند مجلس ختم مردانه روز جمعه ۱۲ اردیبهشت ماه از ساعت ۱۰ تا ۱۲ بعدازظهر در مسجد الجواد برگزار میگردد و مجلس ختم زنانه در منزل شخصی واقع در خیابان عباس آباد برگزار خواهد شد. حضور دوستان و آشنایان موجب شادی روح آن مرحوم خواهد بود.: [762, 820, 979, 903]
notice-signature: علی اصغر پورعبد: [1075, 1167, 1140, 1178]
notice-signature: آ - ۸۷۶: [857, 529, 884, 540]
notice-signature: سعید قنبری: [371, 1929, 416, 1940]
notice-title: حسن و ناصر منوچهری: [90, 1732, 198, 1745]
notice-body: با نهایت تأثر و تأسف درگذشت ناگهانی تیمسار سرلشکر غلامرضا غفوری همسر و پدر گرامی خود را باطلاع دوستان و آشنایان میرساند مجلس ختم مردانه روز جمعه ۱۲ اردیبهشت ماه از ساعت ۱۰ تا ۱۲ بعدازظهر در مسجد الجواد برگزار میگردد و مجلس ختم زنانه در منزل شخصی واقع در خیابان عباس آباد برگزار خواهد شد. حضور دوستان و آشنایان موجب شادی روح آن مرحوم خواهد بود.: [993, 830, 1222, 912]
notice: [24, 519, 265, 638]
notice: [523, 553, 748, 672]
notice-body: با نهایت تأثر و تأسف درگذشت ناگهانی تیمسار سرلشکر غلامرضا غفوری همسر و پدر گرامی خود را باطلاع دوستان و آشنایان میرساند مجلس ختم مردانه روز جمعه ۱۲ اردیبهشت ماه از ساعت ۱۰ تا ۱۲ بعدازظهر در مسجد الجواد برگزار میگردد و مجلس ختم زنانه در منزل شخصی واقع در خیابان عباس آباد برگزار خواهد شد. حضور دوستان و آشنایان موجب شادی روح آن مرحوم خواهد بود.: [279, 1200, 508, 1283]
notice-body: با نهایت تأثر و تأسف درگذشت ناگهانی تیمسار سرلشکر غلامرضا غفوری همسر و پدر گرامی خود را باطلاع دوستان و آشنایان میرساند مجلس ختم مردانه روز جمعه ۱۲ اردیبهشت ماه از ساعت ۱۰ تا ۱۲ بعدازظهر در مسجد الجواد برگزار میگردد و مجلس ختم زنانه در منزل شخصی واقع در خیابان عباس آباد برگزار خواهد شد. حضور دوستان و آشنایان موجب شادی روح آن مرحوم خواهد بود.: [279, 2347, 508, 2430]
notice-title: هیئت حسینی دارینی: [95, 1022, 193, 1035]
notice: [279, 429, 508, 548]
notice-signature: سرکار خانم: [849, 277, 892, 287]
notice-signature: آ - ۱۳۵۴: [854, 403, 886, 414]
column-3: [515, 44, 754, 1711]
